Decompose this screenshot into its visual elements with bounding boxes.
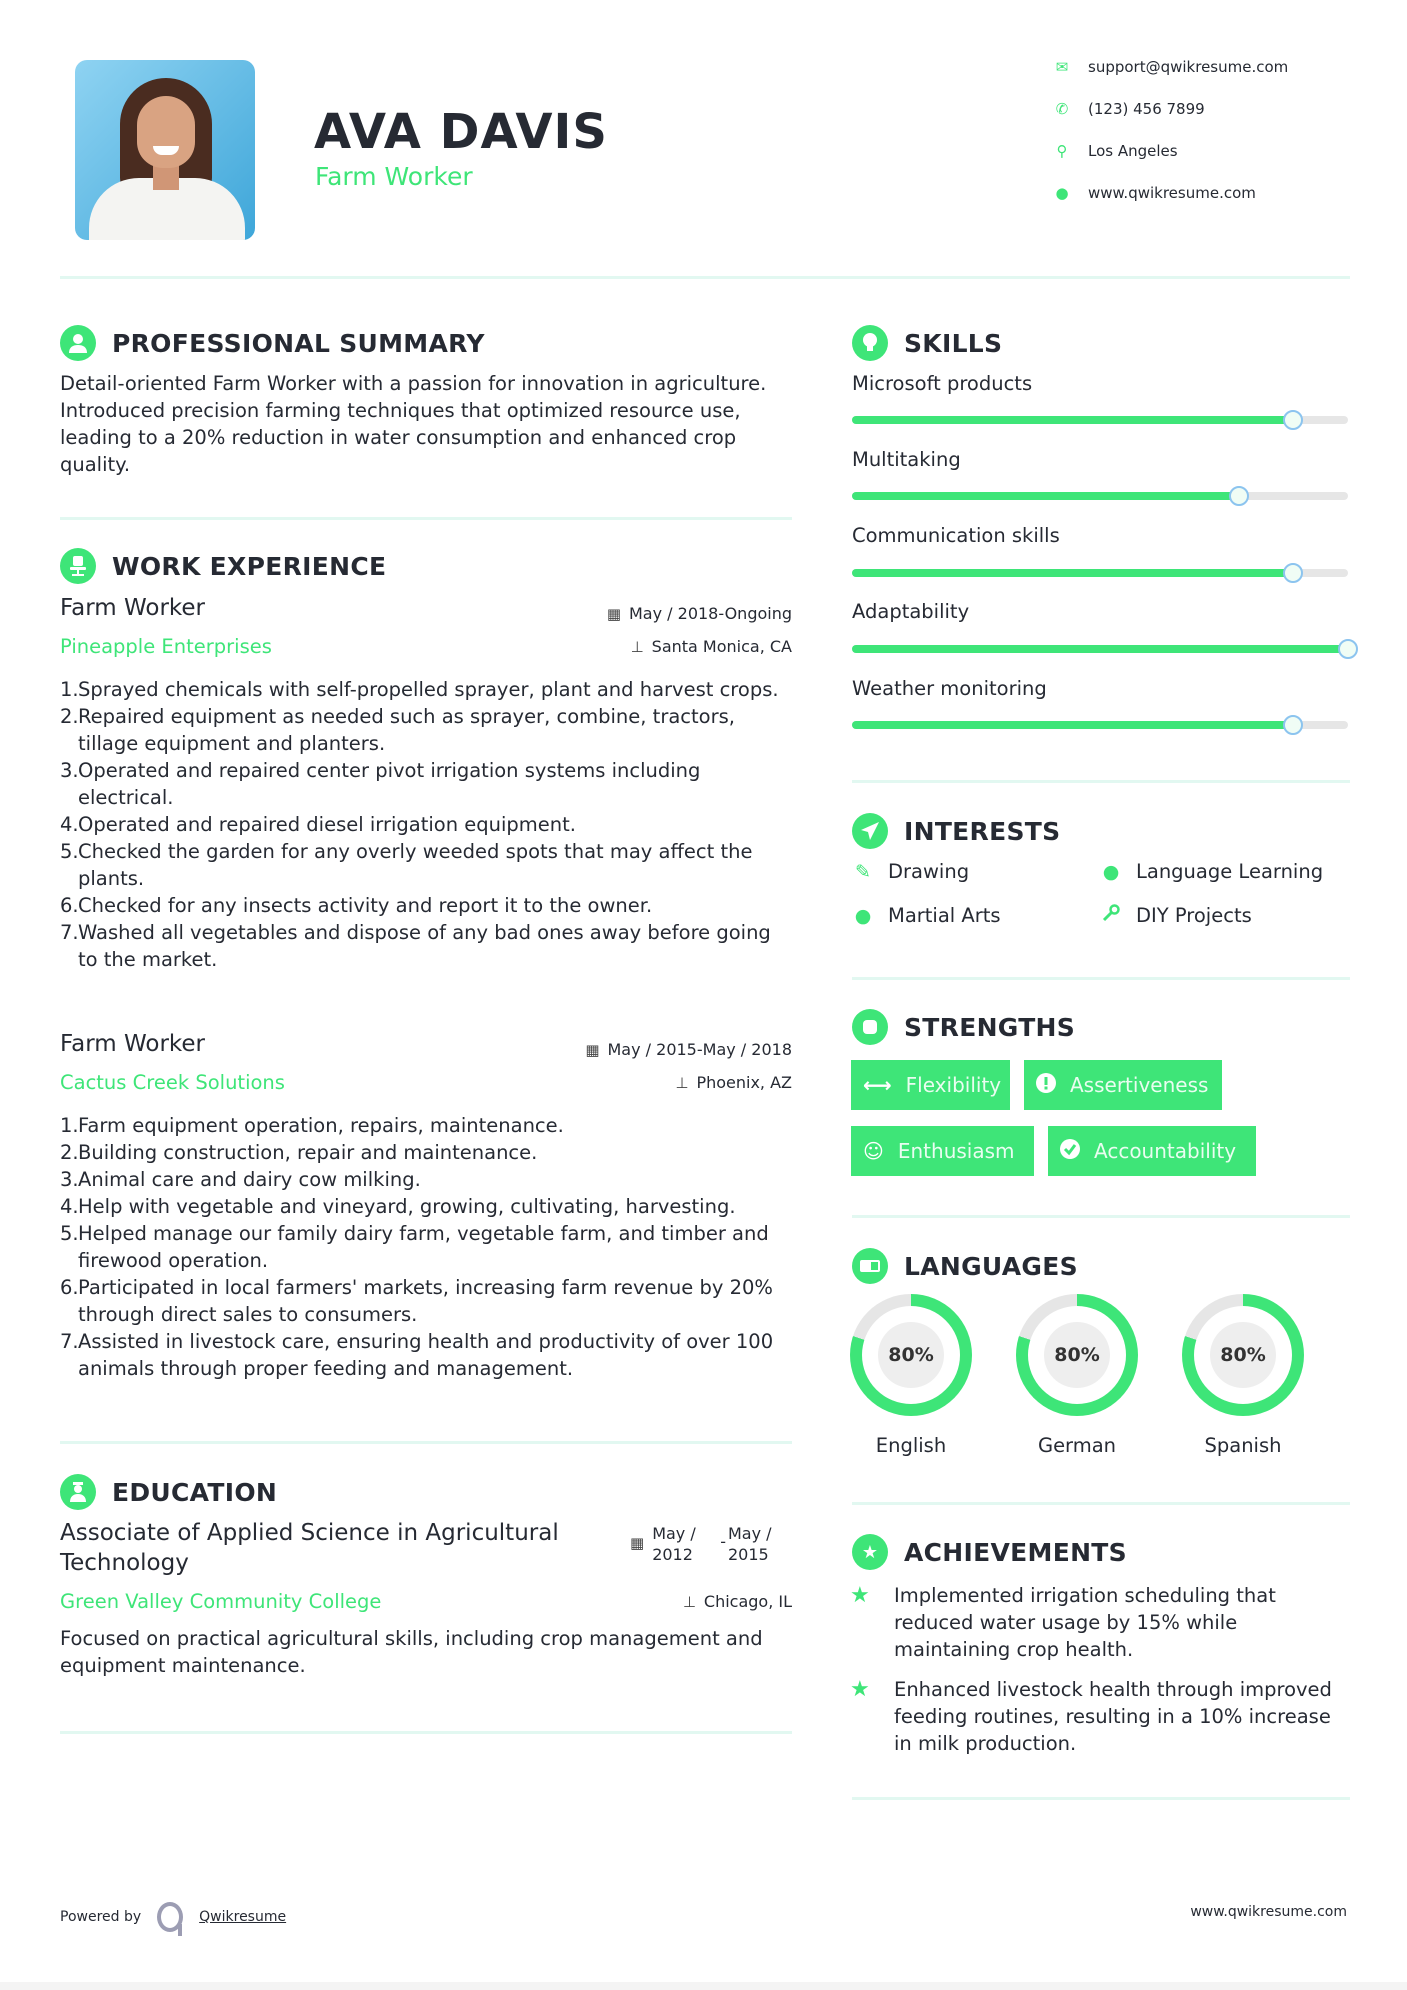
skill-bar (852, 645, 1348, 653)
interests-header (852, 813, 1060, 849)
skill-bar-knob (1283, 410, 1303, 430)
skills-divider (852, 780, 1350, 783)
list-item: 3. Animal care and dairy cow milking. (60, 1168, 421, 1191)
globe-icon: ● (854, 904, 872, 927)
achievements-divider (852, 1797, 1350, 1800)
job-1-title: Farm Worker (60, 595, 206, 621)
list-item: 6. Checked for any insects activity and report it to the owner. (60, 894, 653, 917)
contact-location (1050, 142, 1350, 160)
paper-plane-icon (852, 813, 888, 849)
list-item: 4. Operated and repaired diesel irrigation equipment. (60, 813, 576, 836)
achievement-item: ★ Implemented irrigation scheduling that reduced water usage by 15% while maintaining crop health. (850, 1583, 1276, 1661)
languages-heading: LANGUAGES (904, 1251, 1078, 1281)
email-text: support@qwikresume.com (1088, 58, 1289, 76)
language-ring: 80% (1182, 1294, 1304, 1416)
job-2-title: Farm Worker (60, 1031, 206, 1057)
skill-bar-knob (1283, 563, 1303, 583)
lightbulb-icon (852, 325, 888, 361)
fist-icon (852, 1009, 888, 1045)
skill-label: Multitaking (852, 448, 961, 471)
languages-divider (852, 1502, 1350, 1505)
skill-bar (852, 721, 1348, 729)
strengths-divider (852, 1215, 1350, 1218)
skill-bar-knob (1283, 715, 1303, 735)
achievements-heading: ACHIEVEMENTS (904, 1537, 1127, 1567)
education-dates: ▦ May / 2012 - May / 2015 (630, 1523, 795, 1565)
language-item (1182, 1294, 1304, 1457)
summary-text: Detail-oriented Farm Worker with a passion for innovation in agriculture. Introduced precision farming techniques that optimized resource use, leading to a 20% reduction in water consumption and enhanced crop quality. (60, 372, 767, 476)
map-pin-icon: ⚲ (1056, 142, 1068, 160)
wrench-icon (1100, 904, 1122, 927)
skill-bar-fill (852, 416, 1293, 424)
language-item (850, 1294, 972, 1457)
job-1-company: Pineapple Enterprises (60, 635, 272, 658)
summary-divider (60, 517, 792, 520)
list-item: 4. Help with vegetable and vineyard, growing, cultivating, harvesting. (60, 1195, 736, 1218)
education-end: May / 2015 (727, 1524, 772, 1564)
language-name: German (1037, 1434, 1117, 1457)
skill-label: Microsoft products (852, 372, 1033, 395)
skill-label: Communication skills (852, 524, 1060, 547)
footer-url[interactable]: www.qwikresume.com (1190, 1904, 1347, 1920)
phone-text: (123) 456 7899 (1088, 100, 1205, 118)
list-item: 7. Assisted in livestock care, ensuring health and productivity of over 100 animals through proper feeding and management. (60, 1330, 774, 1380)
page-bottom-edge (0, 1982, 1407, 1990)
phone-icon: ✆ (1055, 100, 1069, 118)
job-1-location: ⊥ Santa Monica, CA (630, 637, 792, 656)
header-divider (60, 276, 1350, 279)
contact-email[interactable] (1050, 58, 1350, 76)
list-item: 2. Repaired equipment as needed such as sprayer, combine, tractors, tillage equipment and planters. (60, 705, 735, 755)
interest-item: ● Martial Arts (852, 904, 1001, 927)
job-2-duties (60, 1112, 790, 1382)
calendar-icon: ▦ (585, 1040, 600, 1059)
graduate-icon (60, 1474, 96, 1510)
summary-heading: PROFESSIONAL SUMMARY (112, 328, 485, 358)
website-text: www.qwikresume.com (1088, 184, 1256, 202)
language-ring: 80% (850, 1294, 972, 1416)
summary-header (60, 325, 485, 361)
qwikresume-link[interactable]: Qwikresume (199, 1909, 287, 1925)
list-item: 1. Farm equipment operation, repairs, maintenance. (60, 1114, 564, 1137)
arrows-horizontal-icon: ⟷ (863, 1073, 892, 1097)
language-name: Spanish (1204, 1434, 1282, 1457)
job-2-company: Cactus Creek Solutions (60, 1071, 285, 1094)
star-icon: ★ (850, 1583, 870, 1608)
job-1-duties (60, 676, 790, 973)
experience-header (60, 548, 386, 584)
strength-chip: ☺ Enthusiasm (851, 1126, 1034, 1176)
job-2-location: ⊥ Phoenix, AZ (675, 1073, 792, 1092)
exclamation-circle-icon (1036, 1073, 1056, 1098)
calendar-icon: ▦ (630, 1534, 645, 1552)
job-title: Farm Worker (315, 162, 473, 191)
strength-chip: ⟷ Flexibility (851, 1060, 1010, 1110)
experience-heading: WORK EXPERIENCE (112, 551, 387, 581)
list-item: 5. Checked the garden for any overly weeded spots that may affect the plants. (60, 840, 753, 890)
check-circle-icon (1060, 1139, 1080, 1164)
skill-bar-fill (852, 645, 1348, 653)
list-item: 7. Washed all vegetables and dispose of any bad ones away before going to the market. (60, 921, 771, 971)
interest-item: DIY Projects (1100, 904, 1252, 927)
school-name: Green Valley Community College (60, 1590, 382, 1613)
pencil-icon: ✎ (855, 860, 871, 883)
skills-heading: SKILLS (904, 328, 1003, 358)
languages-header (852, 1248, 1078, 1284)
strength-chip: Accountability (1048, 1126, 1256, 1176)
list-item: 1. Sprayed chemicals with self-propelled sprayer, plant and harvest crops. (60, 678, 779, 701)
candidate-name: AVA DAVIS (314, 104, 608, 160)
strengths-heading: STRENGTHS (904, 1012, 1076, 1042)
office-chair-icon (60, 548, 96, 584)
location-text: Los Angeles (1088, 142, 1178, 160)
calendar-icon: ▦ (606, 604, 621, 623)
strengths-header (852, 1009, 1075, 1045)
skill-label: Adaptability (852, 600, 970, 623)
skill-bar (852, 492, 1348, 500)
list-item: 5. Helped manage our family dairy farm, vegetable farm, and timber and firewood operation. (60, 1222, 769, 1272)
user-icon (60, 325, 96, 361)
star-badge-icon: ★ (852, 1534, 888, 1570)
list-item: 3. Operated and repaired center pivot irrigation systems including electrical. (60, 759, 701, 809)
skill-bar (852, 569, 1348, 577)
list-item: 2. Building construction, repair and maintenance. (60, 1141, 538, 1164)
interest-item: ✎ Drawing (852, 860, 969, 883)
education-heading: EDUCATION (112, 1477, 278, 1507)
envelope-icon: ✉ (1055, 58, 1069, 76)
achievements-header (852, 1534, 1127, 1570)
language-icon (852, 1248, 888, 1284)
education-description: Focused on practical agricultural skills, including crop management and equipment maintenance. (60, 1627, 763, 1677)
skill-bar-fill (852, 721, 1293, 729)
globe-icon: ● (1055, 184, 1069, 202)
language-ring: 80% (1016, 1294, 1138, 1416)
pushpin-icon: ⊥ (675, 1073, 689, 1092)
pushpin-icon: ⊥ (630, 637, 644, 656)
skill-bar (852, 416, 1348, 424)
language-name: English (875, 1434, 947, 1457)
interests-divider (852, 977, 1350, 980)
skill-bar-knob (1229, 486, 1249, 506)
contact-phone[interactable] (1050, 100, 1350, 118)
qwikresume-logo-icon (157, 1902, 183, 1932)
education-start: May / 2012 (652, 1524, 696, 1564)
contact-website[interactable] (1050, 184, 1350, 202)
education-divider (60, 1731, 792, 1734)
experience-divider (60, 1441, 792, 1444)
job-1-dates: ▦ May / 2018-Ongoing (606, 604, 792, 623)
skill-label: Weather monitoring (852, 677, 1047, 700)
interests-heading: INTERESTS (904, 816, 1061, 846)
language-item (1016, 1294, 1138, 1457)
education-header (60, 1474, 277, 1510)
interest-item: ● Language Learning (1100, 860, 1323, 883)
powered-by: Powered by Qwikresume (60, 1902, 286, 1932)
education-location: ⊥ Chicago, IL (682, 1592, 792, 1611)
skills-header (852, 325, 1002, 361)
strength-chip: Assertiveness (1024, 1060, 1222, 1110)
skill-bar-fill (852, 569, 1293, 577)
job-2-dates: ▦ May / 2015-May / 2018 (585, 1040, 792, 1059)
profile-photo (75, 60, 255, 240)
achievement-item: ★ Enhanced livestock health through improved feeding routines, resulting in a 10% increase in milk production. (850, 1677, 1332, 1755)
star-icon: ★ (850, 1677, 870, 1702)
degree-title: Associate of Applied Science in Agricultural Technology (60, 1520, 559, 1576)
pushpin-icon: ⊥ (682, 1592, 696, 1611)
skill-bar-fill (852, 492, 1239, 500)
globe-icon: ● (1102, 860, 1120, 883)
smile-icon: ☺ (863, 1139, 884, 1163)
list-item: 6. Participated in local farmers' markets, increasing farm revenue by 20% through direct sales to consumers. (60, 1276, 773, 1326)
skill-bar-knob (1338, 639, 1358, 659)
